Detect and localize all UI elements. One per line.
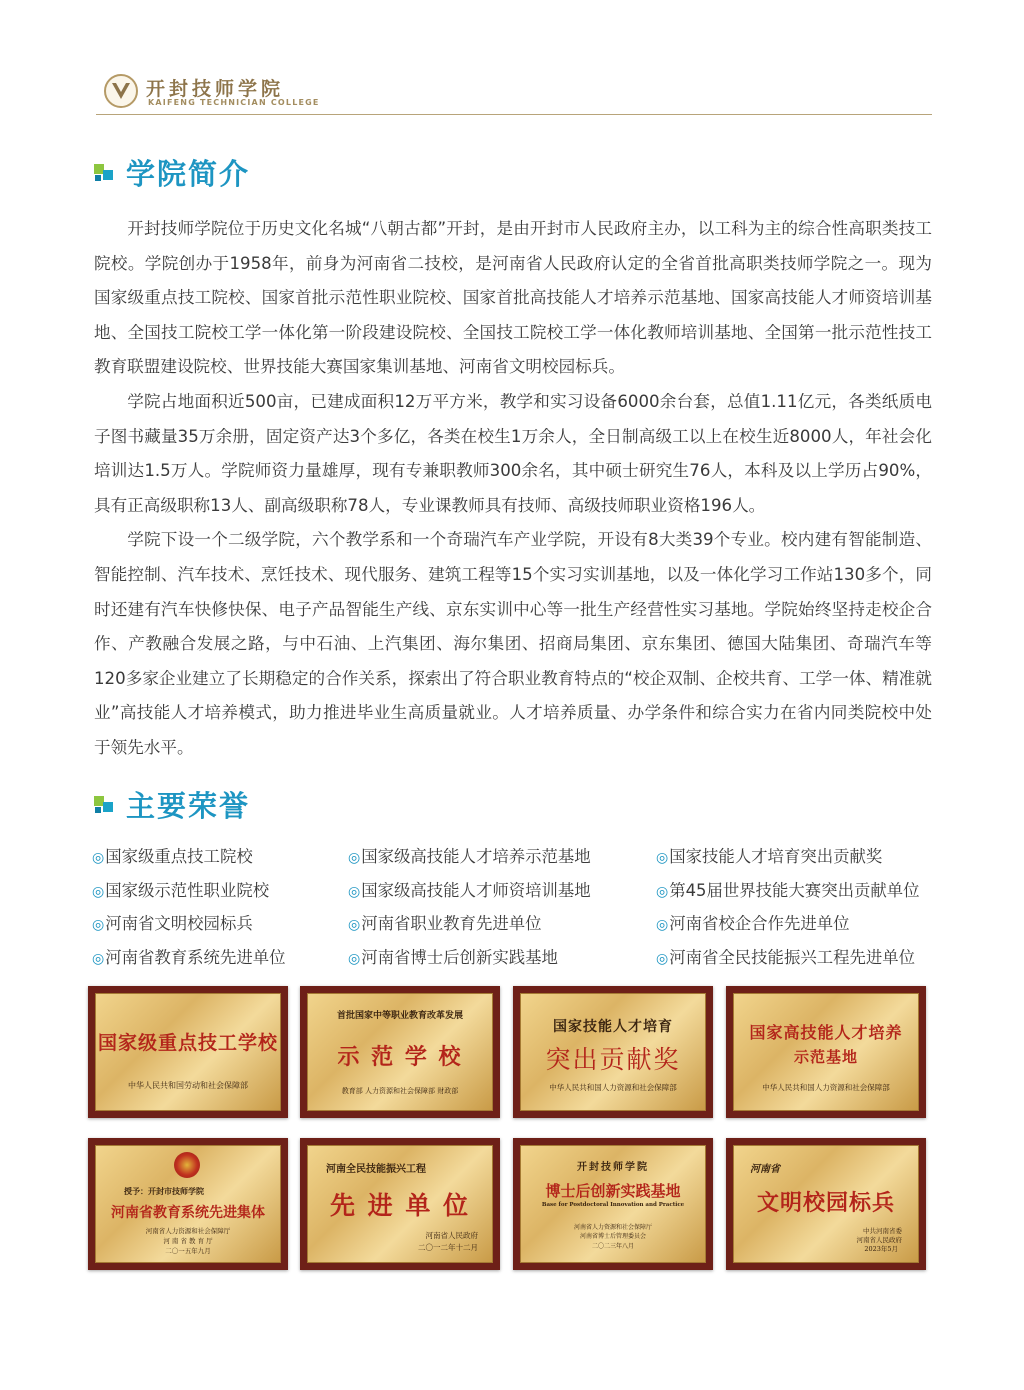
plaque-face bbox=[95, 1145, 281, 1263]
plaque-issuer: 中共河南省委 bbox=[863, 1227, 902, 1235]
plaque-top-line: 开封技师学院 bbox=[577, 1162, 649, 1173]
plaque-title: 国家级重点技工学校 bbox=[97, 1032, 278, 1054]
honor-item bbox=[656, 877, 920, 906]
plaque-face bbox=[520, 993, 706, 1111]
section-marker-icon-part bbox=[103, 802, 113, 812]
honor-item bbox=[348, 910, 542, 939]
plaque-face bbox=[733, 993, 919, 1111]
honor-row bbox=[92, 843, 942, 877]
honor-text: 国家级重点技工院校 bbox=[105, 847, 253, 866]
honor-text: 河南省校企合作先进单位 bbox=[669, 914, 850, 933]
plaque-title: 示 范 学 校 bbox=[337, 1044, 463, 1070]
plaque-issuer: 中华人民共和国人力资源和社会保障部 bbox=[762, 1083, 890, 1092]
plaque-top-line: 河南省 bbox=[750, 1164, 780, 1175]
plaque-date: 二〇一五年九月 bbox=[165, 1247, 211, 1255]
honor-item bbox=[92, 944, 286, 973]
plaque-title: 河南省教育系统先进集体 bbox=[111, 1205, 265, 1221]
intro-paragraph: 学院下设一个二级学院，六个教学系和一个奇瑞汽车产业学院，开设有8大类39个专业。校内建有智能制造、智能控制、汽车技术、烹饪技术、现代服务、建筑工程等15个实习实训基地，以及一体化学习工作站130多个，同时还建有汽车快修快保、电子产品智能生产线、京东实训中心等一批生产经营性实习基地。学院始终坚持走校企合作、产教融合发展之路，与中石油、上汽集团、海尔集团、招商局集团、京东集团、德国大陆集团、奇瑞汽车等120多家企业建立了长期稳定的合作关系，探索出了符合职业教育特点的“校企双制、企校共育、工学一体、精准就业”高技能人才培养模式，助力推进毕业生高质量就业。人才培养质量、办学条件和综合实力在省内同类院校中处于领先水平。 bbox=[94, 530, 932, 757]
section-marker-icon-part bbox=[103, 170, 113, 180]
honor-item bbox=[656, 910, 850, 939]
plaque-face bbox=[95, 993, 281, 1111]
honor-text: 国家级高技能人才培养示范基地 bbox=[361, 847, 591, 866]
section-title: 学院简介 bbox=[126, 157, 251, 191]
plaque-date: 二〇一二年十二月 bbox=[418, 1243, 478, 1252]
bullet-icon: ◎ bbox=[348, 883, 361, 900]
plaque-issuer: 中华人民共和国劳动和社会保障部 bbox=[128, 1081, 248, 1090]
college-emblem-icon bbox=[104, 74, 138, 108]
honor-row bbox=[92, 877, 942, 911]
intro-body bbox=[94, 212, 932, 766]
plaque-issuer-2: 河南省博士后管理委员会 bbox=[579, 1233, 646, 1240]
honor-text: 国家级高技能人才师资培训基地 bbox=[361, 880, 591, 900]
plaque-civilized-campus bbox=[726, 1138, 926, 1270]
section-title: 主要荣誉 bbox=[126, 789, 251, 823]
plaque-demonstration-school bbox=[300, 986, 500, 1118]
bullet-icon: ◎ bbox=[92, 950, 105, 967]
honor-text: 河南省博士后创新实践基地 bbox=[361, 947, 558, 967]
national-emblem-icon bbox=[174, 1152, 200, 1178]
honor-item bbox=[656, 944, 915, 973]
honor-text: 河南省全民技能振兴工程先进单位 bbox=[669, 947, 916, 967]
plaque-postdoctoral-base bbox=[513, 1138, 713, 1270]
honor-item bbox=[348, 877, 591, 906]
section-marker-icon-part bbox=[95, 175, 101, 181]
bullet-icon: ◎ bbox=[92, 883, 105, 900]
plaque-date: 二〇二三年八月 bbox=[591, 1243, 634, 1250]
plaque-face bbox=[733, 1145, 919, 1263]
plaque-training-base bbox=[726, 986, 926, 1118]
plaque-title: 国家高技能人才培养 bbox=[749, 1023, 903, 1042]
honor-item bbox=[92, 843, 253, 872]
plaque-issuer: 教育部 人力资源和社会保障部 财政部 bbox=[341, 1087, 459, 1095]
plaque-issuer: 河南省人力资源和社会保障厅 bbox=[573, 1224, 652, 1231]
plaque-title: 突出贡献奖 bbox=[545, 1045, 681, 1074]
honor-text: 河南省文明校园标兵 bbox=[105, 914, 253, 933]
honor-item bbox=[92, 910, 253, 939]
bullet-icon: ◎ bbox=[348, 950, 361, 967]
bullet-icon: ◎ bbox=[656, 950, 669, 967]
header-divider bbox=[96, 114, 932, 115]
plaque-face bbox=[520, 1145, 706, 1263]
bullet-icon: ◎ bbox=[656, 883, 669, 900]
honor-text: 国家级示范性职业院校 bbox=[105, 880, 270, 900]
plaque-title: 博士后创新实践基地 bbox=[545, 1182, 681, 1200]
plaque-education-advanced-collective bbox=[88, 1138, 288, 1270]
plaque-top-line: 国家技能人才培育 bbox=[553, 1019, 673, 1035]
honor-item bbox=[348, 843, 591, 872]
plaque-face bbox=[307, 1145, 493, 1263]
honor-plaques-gallery bbox=[88, 986, 928, 1270]
section-marker-icon-part bbox=[95, 807, 101, 813]
bullet-icon: ◎ bbox=[348, 850, 361, 866]
page-header bbox=[96, 68, 932, 114]
plaque-face bbox=[307, 993, 493, 1111]
honor-text: 河南省教育系统先进单位 bbox=[105, 947, 286, 967]
intro-paragraph: 开封技师学院位于历史文化名城“八朝古都”开封，是由开封市人民政府主办，以工科为主的综合性高职类技工院校。学院创办于1958年，前身为河南省二技校，是河南省人民政府认定的全省首批高职类技师学院之一。现为国家级重点技工院校、国家首批示范性职业院校、国家首批高技能人才培养示范基地、国家高技能人才师资培训基地、全国技工院校工学一体化第一阶段建设院校、全国技工院校工学一体化教师培训基地、全国第一批示范性技工教育联盟建设院校、世界技能大赛国家集训基地、河南省文明校园标兵。 bbox=[94, 219, 932, 377]
honor-item bbox=[348, 944, 558, 973]
honor-text: 国家技能人才培育突出贡献奖 bbox=[669, 847, 883, 866]
plaque-contribution-award bbox=[513, 986, 713, 1118]
plaque-subtitle-en: Base for Postdoctoral Innovation and Practice bbox=[541, 1202, 685, 1208]
bullet-icon: ◎ bbox=[656, 850, 669, 866]
bullet-icon: ◎ bbox=[656, 917, 669, 933]
college-name-en: KAIFENG TECHNICIAN COLLEGE bbox=[148, 98, 320, 107]
honors-list bbox=[92, 843, 942, 977]
bullet-icon: ◎ bbox=[348, 917, 361, 933]
honor-row bbox=[92, 910, 942, 944]
plaque-issuer-2: 河南省人民政府 bbox=[856, 1236, 902, 1244]
plaque-subtitle: 示范基地 bbox=[793, 1048, 858, 1066]
bullet-icon: ◎ bbox=[92, 850, 105, 866]
bullet-icon: ◎ bbox=[92, 917, 105, 933]
honor-row bbox=[92, 944, 942, 978]
plaque-top-line: 首批国家中等职业教育改革发展 bbox=[336, 1011, 463, 1021]
plaque-skills-advanced-unit bbox=[300, 1138, 500, 1270]
plaque-top-line: 河南全民技能振兴工程 bbox=[326, 1164, 426, 1175]
honor-item bbox=[656, 843, 882, 872]
intro-paragraph: 学院占地面积近500亩，已建成面积12万平方米，教学和实习设备6000余台套，总值1.11亿元，各类纸质电子图书藏量35万余册，固定资产达3个多亿，各类在校生1万余人，全日制高级工以上在校生近8000人，年社会化培训达1.5万人。学院师资力量雄厚，现有专兼职教师300余名，其中硕士研究生76人，本科及以上学历占90%，具有正高级职称13人、副高级职称78人，专业课教师具有技师、高级技师职业资格196人。 bbox=[94, 391, 932, 515]
plaque-issuer: 中华人民共和国人力资源和社会保障部 bbox=[549, 1083, 677, 1092]
college-name-cn: 开封技师学院 bbox=[146, 78, 285, 100]
honor-text: 河南省职业教育先进单位 bbox=[361, 914, 542, 933]
plaque-title: 先 进 单 位 bbox=[329, 1191, 471, 1220]
plaque-date: 2023年5月 bbox=[864, 1245, 898, 1253]
plaque-key-technical-school bbox=[88, 986, 288, 1118]
plaque-issuer-2: 河 南 省 教 育 厅 bbox=[163, 1237, 213, 1245]
plaque-title: 文明校园标兵 bbox=[756, 1190, 895, 1216]
plaque-issuer: 河南省人力资源和社会保障厅 bbox=[145, 1227, 231, 1235]
honor-text: 第45届世界技能大赛突出贡献单位 bbox=[669, 880, 920, 900]
plaque-top-line: 授予：开封市技师学院 bbox=[124, 1186, 204, 1196]
honor-item bbox=[92, 877, 269, 906]
plaque-issuer: 河南省人民政府 bbox=[425, 1231, 478, 1240]
